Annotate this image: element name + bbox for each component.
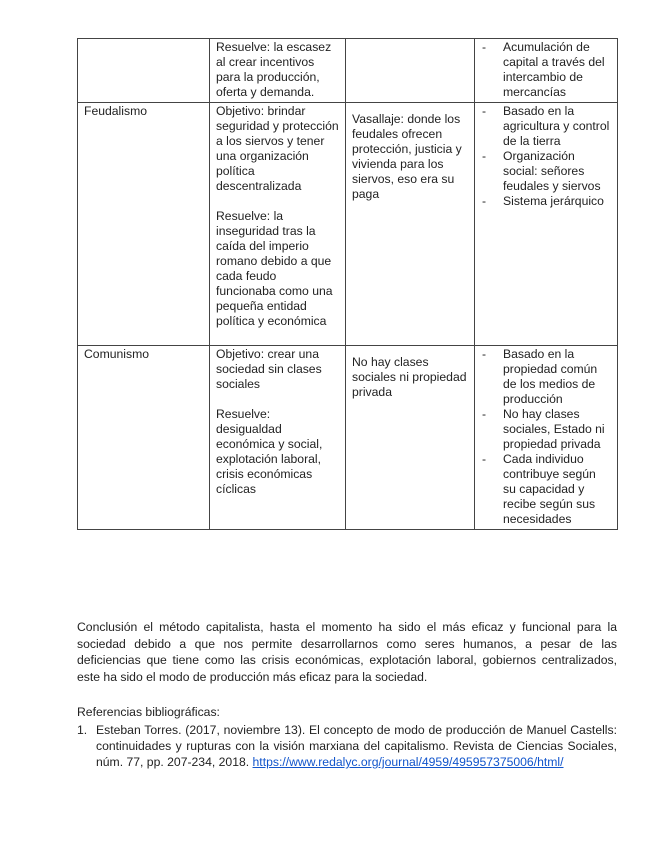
objective-text: Objetivo: crear una sociedad sin clases sociales: [216, 347, 322, 391]
features-list: [481, 40, 611, 100]
relation-text: No hay clases sociales ni propiedad privada: [352, 355, 467, 399]
conclusion-paragraph: Conclusión el método capitalista, hasta el momento ha sido el más eficaz y funcional para la sociedad debido a que nos permite desarrollarnos como seres humanos, a pesar de las deficiencias que tiene como las crisis económicas, explotación laboral, gobiernos centralizados, este ha sido el modo de producción más eficaz para la sociedad.: [77, 620, 617, 684]
table-row: [78, 39, 618, 103]
objective-text: Resuelve: la escasez al crear incentivos para la producción, oferta y demanda.: [216, 40, 332, 99]
mode-name-cell: Feudalismo: [78, 103, 210, 346]
table-row: [78, 103, 618, 346]
features-list: [481, 347, 611, 527]
objective-cell: [210, 346, 346, 530]
features-cell: [475, 103, 618, 346]
list-item: - No hay clases sociales, Estado ni propiedad privada: [481, 407, 611, 452]
mode-name-cell: Comunismo: [78, 346, 210, 530]
reference-link[interactable]: https://www.redalyc.org/journal/4959/495957375006/html/: [252, 755, 564, 769]
reference-number: 1.: [77, 723, 88, 737]
reference-text: Esteban Torres. (2017, noviembre 13). El concepto de modo de producción de Manuel Castells: continuidades y rupturas con la visión marxiana del capitalismo. Revista de Ciencias Sociales, núm. 77, pp. 207-234, 2018.: [96, 723, 617, 769]
list-item: - Basado en la propiedad común de los medios de producción: [481, 347, 611, 407]
features-cell: [475, 346, 618, 530]
objective-cell: [210, 39, 346, 103]
resolves-text: Resuelve: desigualdad económica y social, explotación laboral, crisis económicas cíclicas: [216, 407, 323, 496]
list-item: - Sistema jerárquico: [481, 194, 611, 209]
relation-text: Vasallaje: donde los feudales ofrecen protección, justicia y vivienda para los siervos, eso era su paga: [352, 112, 462, 201]
relation-cell: [346, 103, 475, 346]
features-list: [481, 104, 611, 209]
objective-text: Objetivo: brindar seguridad y protección a los siervos y tener una organización política descentralizada: [216, 104, 339, 193]
relation-cell: [346, 39, 475, 103]
objective-cell: [210, 103, 346, 346]
references-list: [77, 722, 617, 770]
list-item: - Acumulación de capital a través del intercambio de mercancías: [481, 40, 611, 100]
relation-cell: [346, 346, 475, 530]
mode-name-cell: [78, 39, 210, 103]
references-heading: Referencias bibliográficas:: [77, 705, 220, 719]
table-row: [78, 346, 618, 530]
features-cell: [475, 39, 618, 103]
list-item: - Cada individuo contribuye según su capacidad y recibe según sus necesidades: [481, 452, 611, 527]
list-item: - Basado en la agricultura y control de la tierra: [481, 104, 611, 149]
resolves-text: Resuelve: la inseguridad tras la caída del imperio romano debido a que cada feudo funcionaba como una pequeña entidad política y económica: [216, 209, 333, 328]
list-item: - Organización social: señores feudales y siervos: [481, 149, 611, 194]
production-modes-table: [77, 38, 618, 530]
reference-item: [77, 722, 617, 770]
